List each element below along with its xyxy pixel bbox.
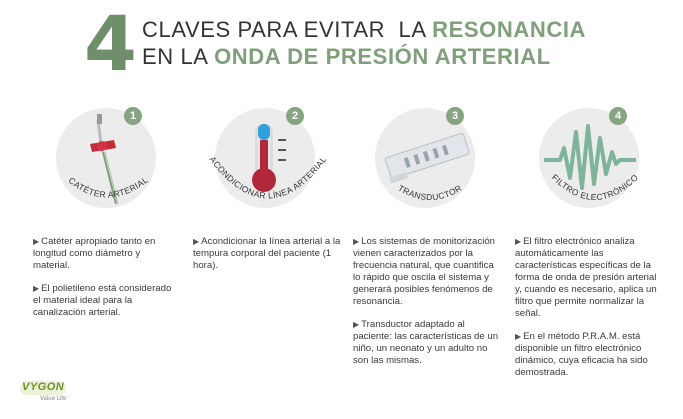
label-3-curved bbox=[365, 150, 495, 230]
page-title bbox=[142, 16, 586, 70]
logo-name: VYGON bbox=[22, 381, 65, 393]
arrow-icon: ▶ bbox=[33, 237, 40, 246]
label-4-curved bbox=[530, 145, 660, 230]
label-1-curved bbox=[46, 150, 176, 230]
big-number-four: 4 bbox=[84, 0, 137, 88]
logo-tagline: Value Life bbox=[40, 396, 67, 402]
badge-2: 2 bbox=[286, 107, 304, 125]
title-highlight-2: ONDA DE PRESIÓN ARTERIAL bbox=[214, 44, 551, 69]
arrow-icon: ▶ bbox=[33, 284, 40, 293]
column-4 bbox=[515, 236, 665, 390]
col1-p1: ▶ Catéter apropiado tanto en longitud como diámetro y material. bbox=[33, 236, 156, 271]
title-highlight-1: RESONANCIA bbox=[432, 17, 587, 42]
arrow-icon: ▶ bbox=[353, 320, 360, 329]
svg-text:TRANSDUCTOR bbox=[396, 183, 463, 202]
svg-text:CATÉTER ARTERIAL bbox=[67, 175, 150, 200]
badge-1: 1 bbox=[124, 107, 142, 125]
arrow-icon: ▶ bbox=[515, 332, 522, 341]
label-catheter: CATÉTER ARTERIAL bbox=[66, 174, 150, 200]
arrow-icon: ▶ bbox=[353, 237, 360, 246]
col1-p2: ▶ El polietileno está considerado el material ideal para la canalización arterial. bbox=[33, 283, 172, 318]
col4-p2: ▶ En el método P.R.A.M. está disponible un filtro electrónico dinámico, cuya eficacia ha sido demostrada. bbox=[515, 331, 648, 378]
column-2 bbox=[193, 236, 341, 283]
col3-p2: ▶ Transductor adaptado al paciente: las características de un niño, un neonato y un adulto no son las mismas. bbox=[353, 319, 499, 366]
label-transducer: TRANSDUCTOR bbox=[396, 182, 464, 203]
label-filter: FILTRO ELECTRÓNICO bbox=[549, 172, 641, 203]
col3-p1: ▶ Los sistemas de monitorización vienen caracterizados por la frecuencia natural, que cuantifica lo rápido que oscila el sistema y generará posibles fenómenos de resonancia. bbox=[353, 236, 495, 307]
svg-text:FILTRO ELECTRÓNICO bbox=[550, 172, 640, 202]
arrow-icon: ▶ bbox=[515, 237, 522, 246]
badge-3: 3 bbox=[446, 107, 464, 125]
label-2-curved bbox=[198, 140, 338, 230]
title-line1: CLAVES PARA EVITAR LA bbox=[142, 17, 433, 42]
col2-p1: ▶ Acondicionar la línea arterial a la tempura corporal del paciente (1 hora). bbox=[193, 236, 341, 271]
badge-4: 4 bbox=[609, 107, 627, 125]
svg-text:ACONDICIONAR LÍNEA ARTERIAL bbox=[208, 154, 329, 200]
arrow-icon: ▶ bbox=[193, 237, 200, 246]
title-line2: EN LA bbox=[142, 44, 215, 69]
col4-p1: ▶ El filtro electrónico analiza automáticamente las características específicas de la forma de onda de presión arterial y, cuando es necesario, aplica un filtro que permite normalizar la señal. bbox=[515, 236, 657, 319]
column-3 bbox=[353, 236, 503, 378]
column-1 bbox=[33, 236, 178, 330]
label-line: ACONDICIONAR LÍNEA ARTERIAL bbox=[207, 154, 329, 201]
